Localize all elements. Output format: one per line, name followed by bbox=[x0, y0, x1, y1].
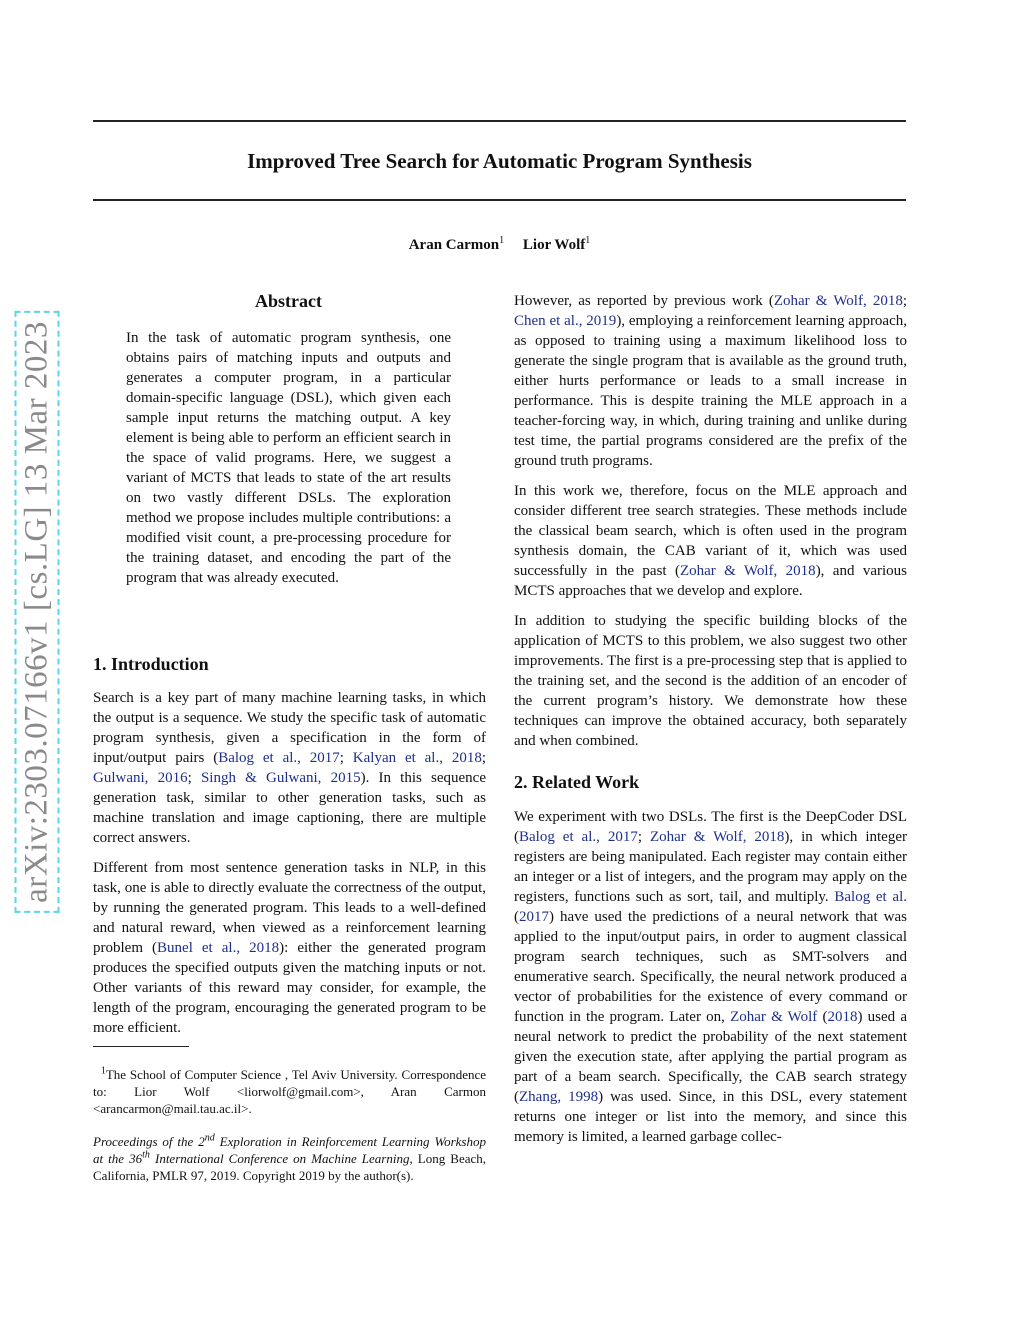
paper-title: Improved Tree Search for Automatic Program Synthesis bbox=[247, 149, 752, 173]
text-run: ), and various MCTS approaches that we develop and explore. bbox=[514, 563, 907, 599]
text-run: ; bbox=[637, 829, 650, 845]
right-column bbox=[514, 291, 907, 1157]
intro-heading: 1. Introduction bbox=[93, 654, 209, 674]
citation-link[interactable]: Zhang, 1998 bbox=[519, 1089, 599, 1105]
footnote-mark: 1 bbox=[100, 1065, 106, 1077]
text-run: ; bbox=[339, 750, 353, 766]
intro-paragraph-1 bbox=[93, 688, 486, 848]
citation-link[interactable]: Zohar & Wolf, 2018 bbox=[649, 829, 785, 845]
citation-link[interactable]: Bunel et al., 2018 bbox=[157, 940, 280, 956]
footnote bbox=[93, 1066, 486, 1117]
citation-link[interactable]: Chen et al., 2019 bbox=[514, 313, 617, 329]
footnote-rule bbox=[93, 1046, 189, 1047]
title-rule-bottom bbox=[93, 199, 906, 201]
text-run: ( bbox=[514, 909, 519, 925]
text-run: However, as reported by previous work ( bbox=[514, 293, 774, 309]
abstract-heading: Abstract bbox=[255, 291, 322, 311]
text-run: International Conference on Machine Learning bbox=[149, 1151, 410, 1166]
right-paragraph-3: In addition to studying the specific building blocks of the application of MCTS to this problem, we also suggest two other improvements. The first is a pre-processing step that is applied to the training set, and the second is the addition of an encoder of the current program’s history. We demonstrate how these techniques can improve the obtained accuracy, both separately and when combined. bbox=[514, 613, 907, 749]
related-work-heading: 2. Related Work bbox=[514, 772, 640, 792]
author-name: Aran Carmon bbox=[408, 237, 500, 253]
text-run: Proceedings of the bbox=[93, 1134, 199, 1149]
ordinal-suffix: th bbox=[142, 1149, 150, 1161]
intro-paragraph-2 bbox=[93, 858, 486, 1038]
related-paragraph-1 bbox=[514, 807, 907, 1147]
text-run: , Long Beach, California, PMLR 97, 2019. Copyright 2019 by the author(s). bbox=[93, 1151, 487, 1183]
text-run: ), employing a reinforcement learning approach, as opposed to training using a maximum likelihood loss to generate the single program that is available as the ground truth, either hurts performance or leads to a small increase in performance. This is despite training the MLE approach in a teacher-forcing way, in which, during training and unlike during test time, the partial programs considered are the prefix of the ground truth programs. bbox=[514, 313, 907, 469]
citation-link[interactable]: Balog et al., 2017 bbox=[218, 750, 340, 766]
text-run: Search is a key part of many machine learning tasks, in which the output is a sequence. We study the specific task of automatic program synthesis, given a specification in the form of input/output pairs ( bbox=[93, 690, 486, 766]
citation-link[interactable]: Zohar & Wolf bbox=[730, 1009, 818, 1025]
text-run: We experiment with two DSLs. The first is the DeepCoder DSL ( bbox=[514, 809, 907, 845]
proceedings-note bbox=[93, 1133, 486, 1184]
citation-link[interactable]: Balog et al. bbox=[834, 889, 907, 905]
citation-link[interactable]: Balog et al., 2017 bbox=[519, 829, 638, 845]
footnote-text: The School of Computer Science , Tel Aviv University. Correspondence to: Lior Wolf <liorwolf@gmail.com>, Aran Carmon <arancarmon@mail.tau.ac.il>. bbox=[93, 1067, 487, 1116]
citation-link[interactable]: Gulwani, 2016 bbox=[93, 770, 188, 786]
author-affiliation: 1 bbox=[499, 235, 505, 246]
text-run: ; bbox=[187, 770, 201, 786]
citation-link[interactable]: Zohar & Wolf, 2018 bbox=[679, 563, 816, 579]
citation-link[interactable]: 2018 bbox=[827, 1009, 858, 1025]
author-name: Lior Wolf bbox=[522, 237, 586, 253]
citation-link[interactable]: 2017 bbox=[519, 909, 549, 925]
title-rule-top bbox=[93, 120, 906, 122]
citation-link[interactable]: Kalyan et al., 2018 bbox=[352, 750, 482, 766]
citation-link[interactable]: Zohar & Wolf, 2018 bbox=[773, 293, 903, 309]
citation-link[interactable]: Singh & Gulwani, 2015 bbox=[200, 770, 361, 786]
text-run: 2 bbox=[198, 1134, 205, 1149]
text-run: ) was used. Since, in this DSL, every statement returns one integer or list into the memory, and since this memory is limited, a learned garbage collec- bbox=[514, 1089, 907, 1145]
text-run: ): either the generated program produces the specified outputs given the matching inputs or not. Other variants of this reward may consider, for example, the length of the program, encouraging the generated program to be more efficient. bbox=[93, 940, 487, 1036]
text-run: ), in which integer registers are being manipulated. Each register may contain either an integer or a list of integers, and the program may apply on the registers, functions such as sort, tail, and multiply. bbox=[514, 829, 907, 905]
text-run: 36 bbox=[129, 1151, 143, 1166]
text-run: ) used a neural network to predict the probability of the next statement given the execution state, after applying the partial program as part of a beam search. Specifically, the CAB search strategy ( bbox=[514, 1009, 907, 1105]
author-affiliation: 1 bbox=[585, 235, 591, 246]
intro-body bbox=[93, 688, 486, 1048]
arxiv-stamp-text: arXiv:2303.07166v1 [cs.LG] 13 Mar 2023 bbox=[15, 311, 60, 913]
ordinal-suffix: nd bbox=[204, 1132, 215, 1144]
author-line bbox=[93, 234, 906, 256]
text-run: Different from most sentence generation tasks in NLP, in this task, one is able to directly evaluate the correctness of the output, by running the generated program. This leads to a well-defined and natural reward, when viewed as a reinforcement learning problem ( bbox=[93, 860, 486, 956]
abstract-text: In the task of automatic program synthesis, one obtains pairs of matching inputs and outputs and generates a computer program, in a particular domain-specific language (DSL), which given each sample input returns the matching output. A key element is being able to perform an efficient search in the space of valid programs. Here, we suggest a variant of MCTS that leads to state of the art results on two vastly different DSLs. The exploration method we propose includes multiple contributions: a modified visit count, a pre-processing procedure for the training dataset, and encoding the part of the program that was already executed. bbox=[126, 330, 451, 586]
text-run: ( bbox=[817, 1009, 828, 1025]
text-run: In this work we, therefore, focus on the MLE approach and consider different tree search strategies. These methods include the classical beam search, which is often used in the program synthesis domain, the CAB variant of it, which was used successfully in the past ( bbox=[514, 483, 907, 579]
text-run: Exploration in Reinforcement Learning Workshop at the bbox=[93, 1134, 486, 1166]
right-paragraph-2 bbox=[514, 481, 907, 601]
text-run: ). In this sequence generation task, similar to other generation tasks, such as machine translation and image captioning, there are multiple correct answers. bbox=[93, 770, 486, 846]
text-run: ) have used the predictions of a neural network that was applied to the input/output pairs, in order to augment classical program search techniques, such as SMT-solvers and enumerative search. Specifically, the neural network produced a vector of probabilities for the existence of every command or function in the program. Later on, bbox=[514, 909, 907, 1025]
right-paragraph-1 bbox=[514, 291, 907, 471]
text-run: ; bbox=[902, 293, 907, 309]
text-run: ; bbox=[481, 750, 487, 766]
